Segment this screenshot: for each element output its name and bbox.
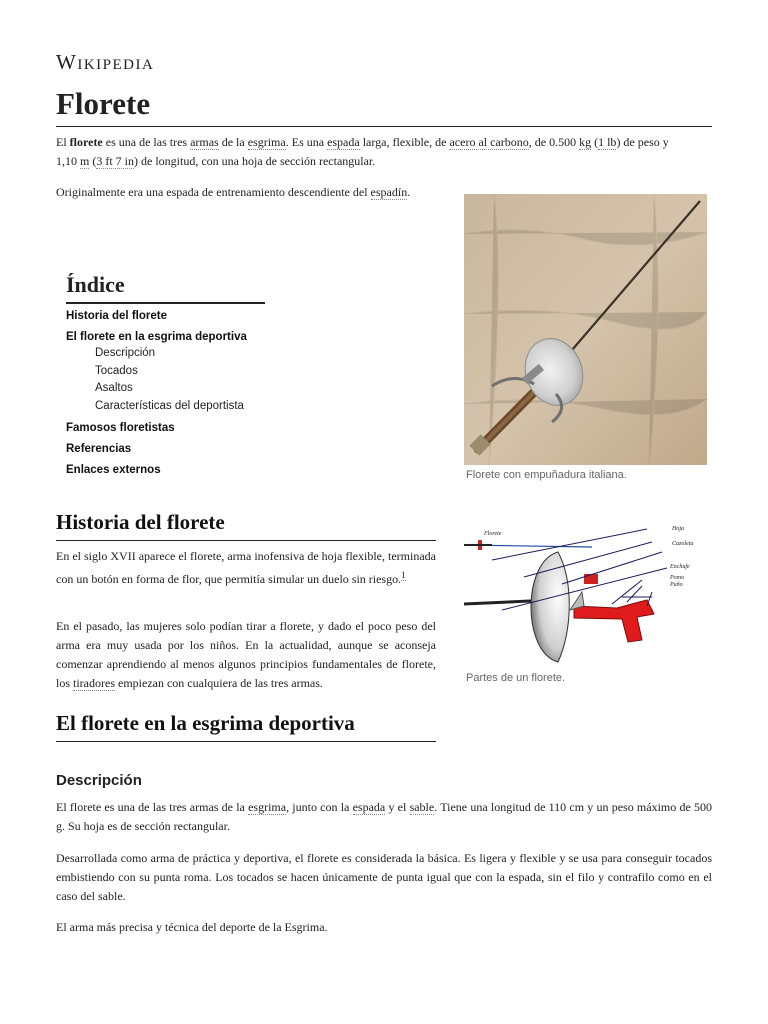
link-esgrima-2[interactable]: esgrima (248, 800, 287, 814)
historia-paragraph-2: En el pasado, las mujeres solo podían tirar a florete, y dado el poco peso del arma era muy usada por los niños. En la actualidad, aunque se aconseja comenzar aprendiendo al menos algunos principios fundamentales de florete, los tiradores empiezan con cualquiera de las tres armas. (56, 619, 436, 690)
subsection-heading-descripcion: Descripción (56, 772, 142, 789)
diagram-label-puno: Puño (670, 582, 683, 588)
toc-heading: Índice (66, 272, 125, 297)
link-tiradores[interactable]: tiradores (73, 676, 115, 690)
foil-parts-diagram[interactable] (462, 522, 712, 668)
intro-paragraph: El florete es una de las tres armas de la esgrima. Es una espada larga, flexible, de acero al carbono, de 0.500 kg (1 lb) de peso y 1,10 m (3 ft 7 in) de longitud, con una hoja de sección rectangular. (56, 135, 669, 168)
toc-item-referencias[interactable]: Referencias (66, 443, 132, 455)
toc-subitem-asaltos[interactable]: Asaltos (95, 382, 133, 394)
section-heading-esgrima-deportiva: El florete en la esgrima deportiva (56, 711, 355, 735)
intro-paragraph-2: Originalmente era una espada de entrenamiento descendiente del espadín. (56, 185, 411, 199)
toc-divider (66, 302, 265, 304)
historia-paragraph-1: En el siglo XVII aparece el florete, arma inofensiva de hoja flexible, terminada con un botón en forma de flor, que permitía simular un duelo sin riesgo.$^1$ (56, 549, 436, 586)
photo-caption: Florete con empuñadura italiana. (466, 469, 627, 481)
diagram-label-florete: Florete (484, 531, 502, 537)
page-title: Florete (56, 86, 151, 121)
link-sable[interactable]: sable (409, 800, 435, 814)
toc-item-famosos-floretistas[interactable]: Famosos floretistas (66, 422, 175, 434)
diagram-caption: Partes de un florete. (466, 672, 566, 684)
title-divider (56, 126, 712, 127)
diagram-label-hoja: Hoja (672, 526, 684, 532)
link-espada[interactable]: espada (327, 135, 360, 149)
link-m[interactable]: m (80, 154, 90, 168)
link-armas[interactable]: armas (190, 135, 219, 149)
link-espadin[interactable]: espadín (370, 185, 408, 199)
citation-1[interactable]: 1 (401, 570, 406, 580)
diagram-label-enchufe: Enchufe (670, 564, 690, 570)
link-kg[interactable]: kg (579, 135, 592, 149)
bold-term-florete: florete (69, 135, 103, 149)
foil-photo[interactable] (464, 194, 707, 465)
table-of-contents (66, 272, 266, 476)
link-acero-al-carbono[interactable]: acero al carbono (449, 135, 529, 149)
section-heading-historia: Historia del florete (56, 510, 225, 534)
toc-subitem-caracteristicas[interactable]: Características del deportista (95, 400, 244, 412)
link-espada-2[interactable]: espada (352, 800, 386, 814)
section-divider-esgrima-deportiva (56, 741, 436, 742)
descripcion-paragraph-2: Desarrollada como arma de práctica y deportiva, el florete es considerada la básica. Es ligera y flexible y se usa para conseguir tocados embistiendo con su punta roma. Los tocados se hacen únicamente de punta igual que con la espada, sin el filo y contrafilo como en el caso del sable. (56, 851, 712, 903)
toc-item-enlaces-externos[interactable]: Enlaces externos (66, 464, 161, 476)
section-divider-historia (56, 540, 436, 541)
toc-item-historia[interactable]: Historia del florete (66, 310, 167, 322)
link-1-lb[interactable]: 1 lb (598, 135, 617, 149)
wikipedia-wordmark[interactable]: Wikipedia (56, 50, 155, 74)
toc-subitem-descripcion[interactable]: Descripción (95, 347, 156, 359)
descripcion-paragraph-1: El florete es una de las tres armas de la esgrima, junto con la espada y el sable. Tiene una longitud de 110 cm y un peso máximo de 500 g. Su hoja es de sección rectangular. (56, 800, 712, 833)
toc-subitem-tocados[interactable]: Tocados (95, 365, 138, 377)
toc-item-esgrima-deportiva[interactable]: El florete en la esgrima deportiva (66, 331, 247, 343)
link-esgrima[interactable]: esgrima (247, 135, 286, 149)
diagram-label-cazoleta: Cazoleta (672, 541, 694, 547)
link-3-ft-7-in[interactable]: 3 ft 7 in (96, 154, 135, 168)
diagram-label-pomo: Pomo (670, 575, 684, 581)
descripcion-paragraph-3: El arma más precisa y técnica del deporte de la Esgrima. (56, 920, 328, 934)
